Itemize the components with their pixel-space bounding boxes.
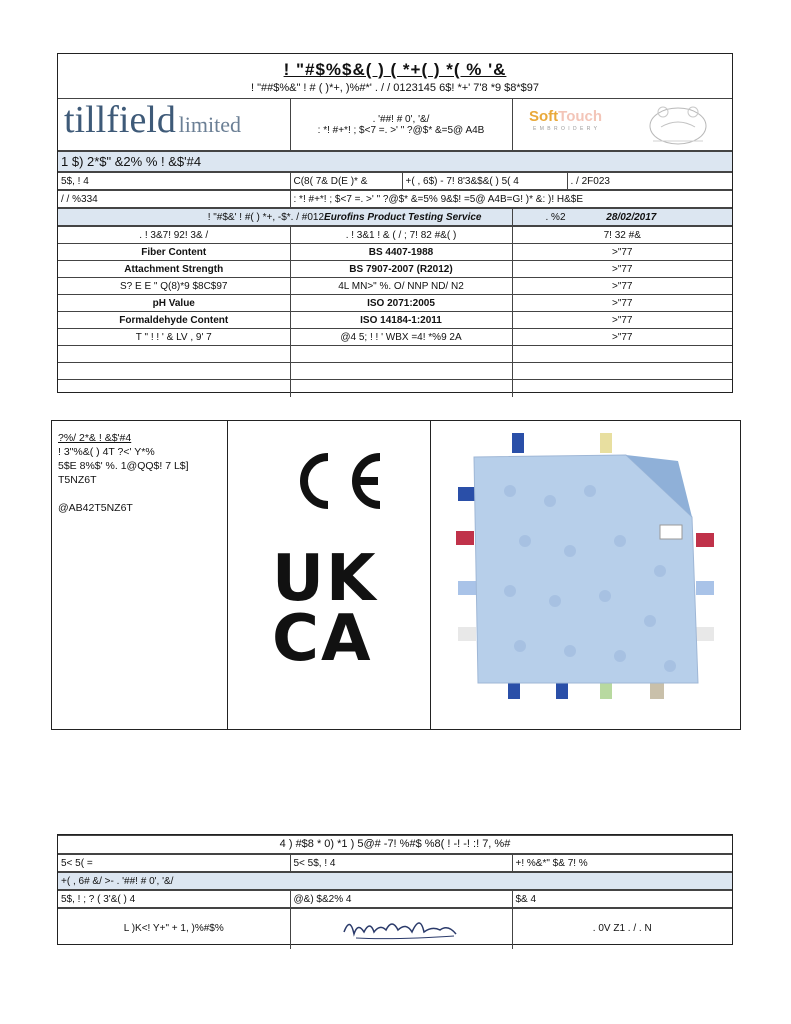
test-method: ISO 2071:2005 (290, 295, 512, 312)
test-result: >"77 (512, 244, 732, 261)
signature-row-2: +( , 6# &/ >- . '##! # 0', '&/ (58, 872, 732, 890)
sample-info: 5$, ! 4 C(8( 7& D(E )* & +( , 6$) - 7! 8'3&$&( ) 5( 4 . / 2F023 (58, 172, 732, 190)
company-address: . '##! # 0', '&/ : *! #+*! ; $<7 =. >' " ?@$* &=5@ A4B (290, 99, 512, 151)
test-method: . ! 3&1 ! & ( / ; 7! 82 #&( ) (290, 227, 512, 244)
test-result: >"77 (512, 295, 732, 312)
test-result (512, 346, 732, 363)
test-row (58, 261, 732, 278)
test-result (512, 380, 732, 397)
test-method: @4 5; ! ! ' WBX =4! *%9 2A (290, 329, 512, 346)
comforter-blanket-image (430, 421, 741, 729)
test-row (58, 346, 732, 363)
test-name (58, 346, 290, 363)
test-row (58, 380, 732, 397)
signature-image (290, 909, 512, 949)
test-name: S? E E " Q(8)*9 $8C$97 (58, 278, 290, 295)
test-row (58, 329, 732, 346)
signature-table (57, 834, 733, 945)
signature-row-1: 5< 5( = 5< 5$, ! 4 +! %&*" $& 7! % (58, 854, 732, 872)
test-name: Fiber Content (58, 244, 290, 261)
product-image (430, 421, 741, 729)
test-method: ISO 14184-1:2011 (290, 312, 512, 329)
logo-row (58, 98, 732, 151)
sample-info-2: / / %334 : *! #+*! ; $<7 =. >' " ?@$* &=5% 9&$! =5@ A4B=G! )* &: )! H&$E (58, 190, 732, 208)
lab-row: ! "#$&' ! #( ) *+, -$*. / #012Eurofins Product Testing Service . %2 28/02/2017 (58, 208, 732, 226)
test-row (58, 312, 732, 329)
test-method: BS 7907-2007 (R2012) (290, 261, 512, 278)
softtouch-logo: SoftTouch E M B R O I D E R Y (528, 107, 603, 132)
test-method: 4L MN>" %. O/ NNP ND/ N2 (290, 278, 512, 295)
signature-row-3: 5$, ! ; ? ( 3'&( ) 4 @&) $&2% 4 $& 4 (58, 890, 732, 908)
test-row (58, 227, 732, 244)
ce-mark-icon (280, 451, 390, 511)
signature-header: 4 ) #$8 * 0) *1 ) 5@# -7! %#$ %8( ! -! -! :! 7, %# (58, 835, 732, 854)
test-row (58, 278, 732, 295)
section-header: 1 $) 2*$" &2% % ! &$'#4 (58, 151, 732, 172)
tillfield-logo: tillfield limited (58, 99, 290, 151)
test-result: >"77 (512, 312, 732, 329)
test-name: pH Value (58, 295, 290, 312)
product-details: ?%/ 2*& ! &$'#4 ! 3"%&( ) 4T ?<' Y*% 5$E 8%$' %. 1@QQ$! 7 L$] T5NZ6T @AB42T5NZ6T (52, 421, 228, 729)
test-method (290, 380, 512, 397)
test-row (58, 363, 732, 380)
test-result: >"77 (512, 261, 732, 278)
test-name: Attachment Strength (58, 261, 290, 278)
test-result: >"77 (512, 329, 732, 346)
test-row (58, 295, 732, 312)
test-method: BS 4407-1988 (290, 244, 512, 261)
test-name (58, 380, 290, 397)
test-name (58, 363, 290, 380)
report-subtitle: ! "##$%&" ! # ( )*+, )%#*' . / / 0123145 6$! *+' 7'8 *9 $8*$97 (250, 82, 540, 94)
test-result: 7! 32 #& (512, 227, 732, 244)
test-results (58, 226, 732, 397)
certification-panel (51, 420, 741, 730)
test-result: >"77 (512, 278, 732, 295)
test-name: . ! 3&7! 92! 3& / (58, 227, 290, 244)
test-method (290, 346, 512, 363)
test-name: T " ! ! ' & LV , 9' 7 (58, 329, 290, 346)
brand-logos (512, 99, 732, 151)
test-report-table (57, 53, 733, 393)
test-row (58, 244, 732, 261)
bear-logo (643, 103, 713, 149)
test-result (512, 363, 732, 380)
test-name: Formaldehyde Content (58, 312, 290, 329)
report-title: ! "#$%$&( ) ( *+( ) *( % '& (283, 60, 507, 79)
test-method (290, 363, 512, 380)
marks-column (228, 421, 431, 729)
ukca-mark: UK CA (272, 542, 378, 676)
signature-row-4: L )K<! Y+" + 1, )%#$% . 0V Z1 . / . N (58, 908, 732, 949)
